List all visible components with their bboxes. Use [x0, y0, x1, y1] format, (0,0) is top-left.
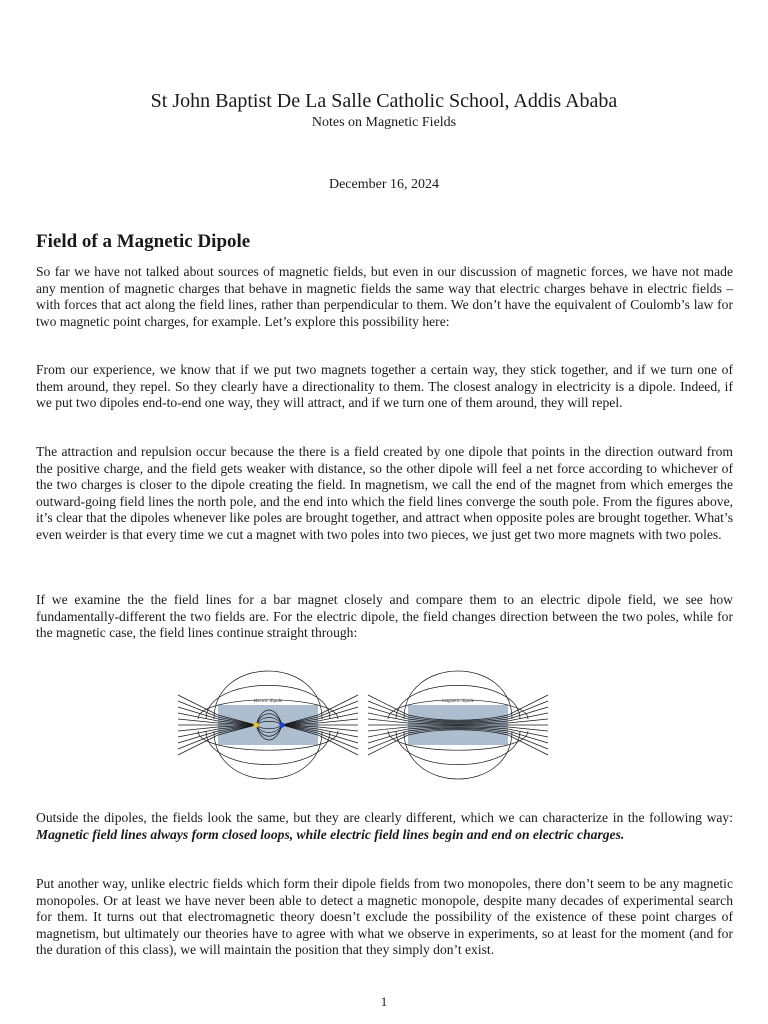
document-subtitle: Notes on Magnetic Fields: [311, 115, 457, 130]
electric-dipole-label: electric dipole: [253, 699, 283, 704]
paragraph-3: [36, 444, 733, 544]
field-line: [368, 695, 408, 715]
paragraph-text: If we examine the the field lines for a bar magnet closely and compare them to an electric dipole field, we see how fundamentally-different the two fields are. For the electric dipole, the field changes direction between the two poles, while for the magnetic case, the field lines continue straight through:: [36, 592, 733, 641]
electric-dipole-diagram: [176, 655, 360, 797]
paragraph-6: [36, 876, 733, 959]
section-title: Field of a Magnetic Dipole: [36, 231, 251, 252]
paragraph-text: The attraction and repulsion occur because the there is a field created by one dipole that points in the direction outward from the positive charge, and the field gets weaker with distance, so the other dipole will feel a net force according to whichever of the two charges is closer to the dipole creating the field. In magnetism, we call the end of the magnet from which emerges the outward-going field lines the north pole, and the end into which the field lines converge the south pole. From the figures above, it’s clear that the dipoles whenever like poles are brought together, and attract when opposite poles are brought together. What’s even weirder is that every time we cut a magnet with two poles into two pieces, we just get two more magnets with two poles.: [36, 444, 733, 542]
field-line: [318, 735, 358, 755]
paragraph-1: [36, 264, 733, 330]
paragraph-text: From our experience, we know that if we put two magnets together a certain way, they stick together, and if we turn one of them around, they repel. So they clearly have a directionality to them. The closest analogy in electricity is a dipole. Indeed, if we put two dipoles end-to-end one way, they will attract, and if we turn one of them around, they will repel.: [36, 362, 733, 411]
paragraph-4: [36, 592, 733, 642]
dipole-comparison-figure: [176, 655, 550, 797]
field-line: [508, 695, 548, 715]
paragraph-text: So far we have not talked about sources of magnetic fields, but even in our discussion of magnetic forces, we have not made any mention of magnetic charges that behave in magnetic fields the same way that electric charges behave in electric fields – with forces that act along the field lines, rather than perpendicular to them. We don’t have the equivalent of Coulomb’s law for two magnetic point charges, for example. Let’s explore this possibility here:: [36, 264, 733, 329]
key-statement: Magnetic field lines always form closed loops, while electric field lines begin and end on electric charges.: [36, 826, 625, 842]
paragraph-2: [36, 362, 733, 412]
magnetic-field-lines: [368, 671, 548, 779]
negative-charge: [279, 722, 284, 727]
field-line: [318, 695, 358, 715]
paragraph-5: [36, 810, 733, 843]
field-line: [178, 695, 218, 715]
paragraph-text: [36, 810, 733, 843]
field-line: [508, 735, 548, 755]
field-line: [178, 735, 218, 755]
page-number: 1: [380, 994, 388, 1009]
school-name: St John Baptist De La Salle Catholic School, Addis Ababa: [150, 90, 618, 112]
paragraph-text-lead: Outside the dipoles, the fields look the same, but they are clearly different, which we can characterize in the following way:: [36, 810, 733, 825]
positive-charge: [253, 722, 258, 727]
paragraph-text: Put another way, unlike electric fields which form their dipole fields from two monopoles, there don’t seem to be any magnetic monopoles. Or at least we have never been able to detect a magnetic monopole, despite many decades of experimental search for them. It turns out that electromagnetic theory doesn’t exclude the possibility of the existence of these point charges of magnetism, but ultimately our theories have to agree with what we observe in experiments, so at least for the moment (and for the duration of this class), we will maintain the position that they simply don’t exist.: [36, 876, 733, 958]
document-date: December 16, 2024: [328, 177, 440, 192]
magnetic-dipole-diagram: [366, 655, 550, 797]
field-line: [368, 735, 408, 755]
magnetic-dipole-label: magnetic dipole: [441, 699, 475, 704]
document-header: [0, 88, 768, 132]
